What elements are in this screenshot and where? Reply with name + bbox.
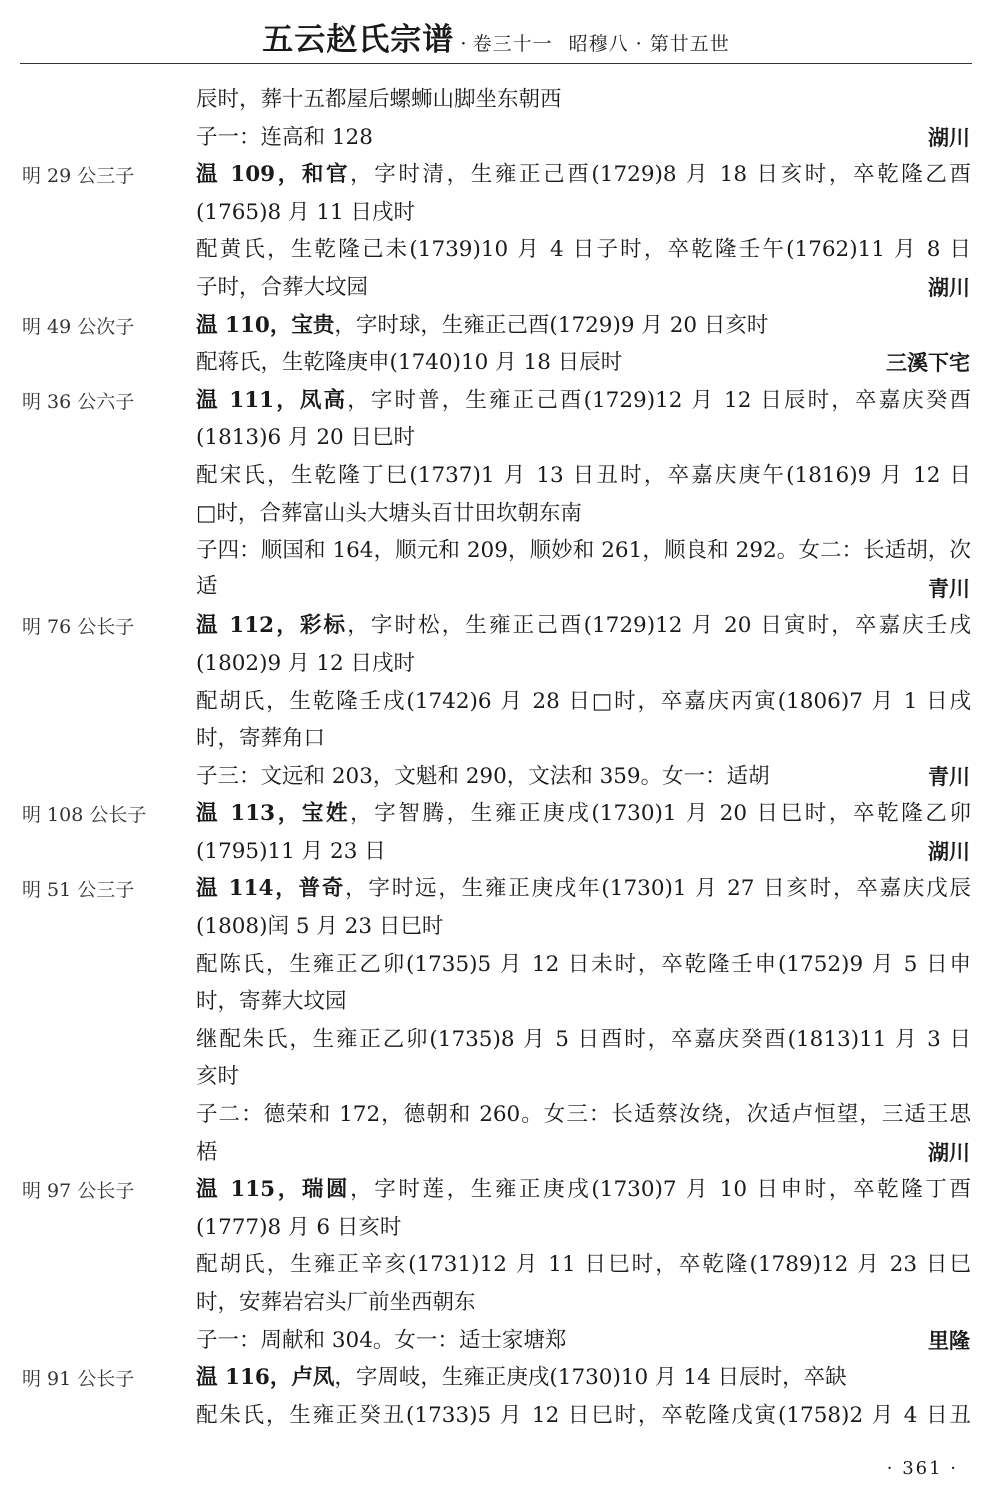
entry-line (0, 195, 992, 233)
entry-line (0, 1323, 992, 1361)
entry-body: ，字时远，生雍正庚戌年(1730)1 月 27 日亥时，卒嘉庆戊辰 (345, 876, 971, 902)
entry-body: 子一：连高和 128 (196, 124, 373, 150)
entry-body: 子二：德荣和 172，德朝和 260。女三：长适蔡汝绕，次适卢恒望，三适王思 (196, 1102, 971, 1128)
entry-body: 配蒋氏，生乾隆庚申(1740)10 月 18 日辰时 (196, 350, 623, 376)
entry-body: ，字时球，生雍正己酉(1729)9 月 20 日亥时 (334, 312, 769, 338)
entry-body: 配宋氏，生乾隆丁巳(1737)1 月 13 日丑时，卒嘉庆庚午(1816)9 月 12 日 (196, 462, 971, 488)
entry-text (196, 871, 971, 907)
entry-line (0, 1285, 992, 1323)
entry-line (0, 308, 992, 346)
entry-body: ，字时莲，生雍正庚戌(1730)7 月 10 日申时，卒乾隆丁酉 (350, 1177, 971, 1203)
entry-text (196, 345, 971, 381)
entry-text (196, 1059, 971, 1095)
residence-label: 三溪下宅 (886, 350, 970, 376)
entry-body: 配黄氏，生乾隆己未(1739)10 月 4 日子时，卒乾隆壬午(1762)11 月 8 日 (196, 237, 971, 263)
entry-text (196, 1135, 971, 1171)
entry-line (0, 796, 992, 834)
member-name: 温 115，瑞圆 (196, 1177, 351, 1203)
member-name: 温 113，宝姓 (196, 801, 351, 827)
entry-line (0, 571, 992, 609)
entry-line (0, 270, 992, 308)
member-name: 温 110，宝贵 (196, 312, 335, 338)
entry-body: (1813)6 月 20 日巳时 (196, 425, 416, 451)
volume-label: 卷三十一 (472, 33, 553, 55)
entry-text (196, 383, 971, 419)
entry-body: □时，合葬富山头大塘头百廿田坎朝东南 (196, 500, 582, 526)
lineage-note: 明 51 公三子 (22, 879, 135, 902)
entry-body: 辰时，葬十五都屋后螺蛳山脚坐东朝西 (196, 87, 562, 112)
entry-text (196, 1285, 971, 1321)
entry-line (0, 82, 992, 120)
lineage-note: 明 97 公长子 (22, 1180, 135, 1203)
entry-line (0, 120, 992, 158)
entry-body: 梧 (196, 1139, 218, 1165)
genealogy-entries (0, 82, 992, 1435)
entry-line (0, 608, 992, 646)
entry-line (0, 947, 992, 985)
entry-text (196, 1210, 971, 1246)
entry-body: 配朱氏，生雍正癸丑(1733)5 月 12 日巳时，卒乾隆戊寅(1758)2 月 4 日丑 (196, 1402, 971, 1428)
entry-body: 时，寄葬角口 (196, 726, 326, 752)
entry-line (0, 909, 992, 947)
entry-body: (1795)11 月 23 日 (196, 838, 386, 864)
entry-body: ，字周岐，生雍正庚戌(1730)10 月 14 日辰时，卒缺 (334, 1365, 847, 1391)
entry-text (196, 1022, 971, 1058)
entry-text (196, 120, 971, 156)
page-header (0, 14, 992, 59)
entry-text (196, 721, 971, 757)
book-title: 五云赵氏宗谱 (262, 22, 455, 58)
entry-body: 时，安葬岩宕头厂前坐西朝东 (196, 1290, 476, 1315)
entry-line (0, 1210, 992, 1248)
entry-text (196, 232, 971, 268)
entry-text (196, 308, 971, 344)
entry-text (196, 157, 971, 193)
member-name: 温 109，和官 (196, 162, 351, 188)
entry-line (0, 759, 992, 797)
entry-text (196, 420, 971, 456)
lineage-note: 明 49 公次子 (22, 315, 135, 338)
lineage-note: 明 91 公长子 (22, 1368, 135, 1391)
lineage-note: 明 29 公三子 (22, 165, 135, 188)
entry-line (0, 496, 992, 534)
residence-label: 湖川 (928, 1139, 970, 1165)
entry-line (0, 721, 992, 759)
entry-text (196, 796, 971, 832)
entry-body: (1808)闰 5 月 23 日巳时 (196, 914, 444, 940)
entry-line (0, 1247, 992, 1285)
entry-text (196, 1172, 971, 1208)
lineage-note: 明 108 公长子 (22, 804, 147, 827)
entry-line (0, 1135, 992, 1173)
residence-label: 湖川 (928, 838, 970, 864)
entry-line (0, 1172, 992, 1210)
entry-text (196, 496, 971, 532)
entry-body: ，字智腾，生雍正庚戌(1730)1 月 20 日巳时，卒乾隆乙卯 (350, 801, 971, 827)
entry-text (196, 608, 971, 644)
entry-line (0, 646, 992, 684)
entry-line (0, 420, 992, 458)
entry-line (0, 232, 992, 270)
member-name: 温 116，卢凤 (196, 1365, 335, 1391)
entry-text (196, 82, 971, 118)
lineage-note: 明 76 公长子 (22, 616, 135, 639)
entry-text (196, 195, 971, 231)
entry-text (196, 834, 971, 870)
residence-label: 青川 (928, 763, 970, 789)
entry-body: 配陈氏，生雍正乙卯(1735)5 月 12 日未时，卒乾隆壬申(1752)9 月 5 日申 (196, 951, 971, 977)
entry-text (196, 1398, 971, 1434)
entry-body: 子时，合葬大坟园 (196, 274, 369, 300)
entry-line (0, 1059, 992, 1097)
entry-body: 时，寄葬大坟园 (196, 989, 347, 1015)
entry-body: 继配朱氏，生雍正乙卯(1735)8 月 5 日酉时，卒嘉庆癸酉(1813)11 月 3 日 (196, 1026, 971, 1052)
member-name: 温 111，凤高 (196, 387, 348, 413)
entry-text (196, 984, 971, 1020)
entry-body: 子四：顺国和 164，顺元和 209，顺妙和 261，顺良和 292。女二：长适胡，次适 (196, 538, 971, 600)
entry-line (0, 157, 992, 195)
entry-body: 配胡氏，生雍正辛亥(1731)12 月 11 日巳时，卒乾隆(1789)12 月 23 日巳 (196, 1252, 971, 1278)
entry-text (196, 1097, 971, 1133)
entry-line (0, 1360, 992, 1398)
residence-label: 青川 (928, 575, 970, 601)
entry-body: (1765)8 月 11 日戌时 (196, 199, 416, 225)
entry-body: 子三：文远和 203，文魁和 290，文法和 359。女一：适胡 (196, 763, 770, 789)
entry-text (196, 947, 971, 983)
entry-line (0, 684, 992, 722)
generation-label: 昭穆八 · 第廿五世 (568, 33, 730, 55)
entry-line (0, 383, 992, 421)
residence-label: 里隆 (928, 1327, 970, 1353)
entry-line (0, 871, 992, 909)
entry-text (196, 684, 971, 720)
page-number: · 361 · (886, 1458, 958, 1479)
entry-line (0, 1398, 992, 1436)
entry-line (0, 984, 992, 1022)
lineage-note: 明 36 公六子 (22, 390, 135, 413)
residence-label: 湖川 (928, 124, 970, 150)
entry-body: (1802)9 月 12 日戌时 (196, 650, 416, 676)
entry-text (196, 1247, 971, 1283)
entry-line (0, 458, 992, 496)
entry-line (0, 1097, 992, 1135)
entry-line (0, 1022, 992, 1060)
entry-body: ，字时松，生雍正己酉(1729)12 月 20 日寅时，卒嘉庆壬戌 (347, 613, 971, 639)
entry-body: 配胡氏，生乾隆壬戌(1742)6 月 28 日□时，卒嘉庆丙寅(1806)7 月 1 日戌 (196, 688, 971, 714)
header-rule (20, 63, 972, 64)
residence-label: 湖川 (928, 274, 970, 300)
entry-body: (1777)8 月 6 日亥时 (196, 1214, 402, 1240)
entry-text (196, 458, 971, 494)
member-name: 温 112，彩标 (196, 613, 348, 639)
entry-line (0, 834, 992, 872)
entry-text (196, 1360, 971, 1396)
member-name: 温 114，普奇 (196, 876, 346, 902)
entry-body: 亥时 (196, 1064, 240, 1090)
entry-text (196, 759, 971, 795)
entry-line (0, 345, 992, 383)
entry-text (196, 270, 971, 306)
entry-text (196, 909, 971, 945)
entry-body: ，字时清，生雍正己酉(1729)8 月 18 日亥时，卒乾隆乙酉 (350, 162, 971, 188)
entry-body: 子一：周献和 304。女一：适士家塘郑 (196, 1327, 567, 1353)
header-separator: · (460, 31, 467, 55)
entry-text (196, 646, 971, 682)
entry-text (196, 1323, 971, 1359)
entry-body: ，字时普，生雍正己酉(1729)12 月 12 日辰时，卒嘉庆癸酉 (347, 387, 971, 413)
